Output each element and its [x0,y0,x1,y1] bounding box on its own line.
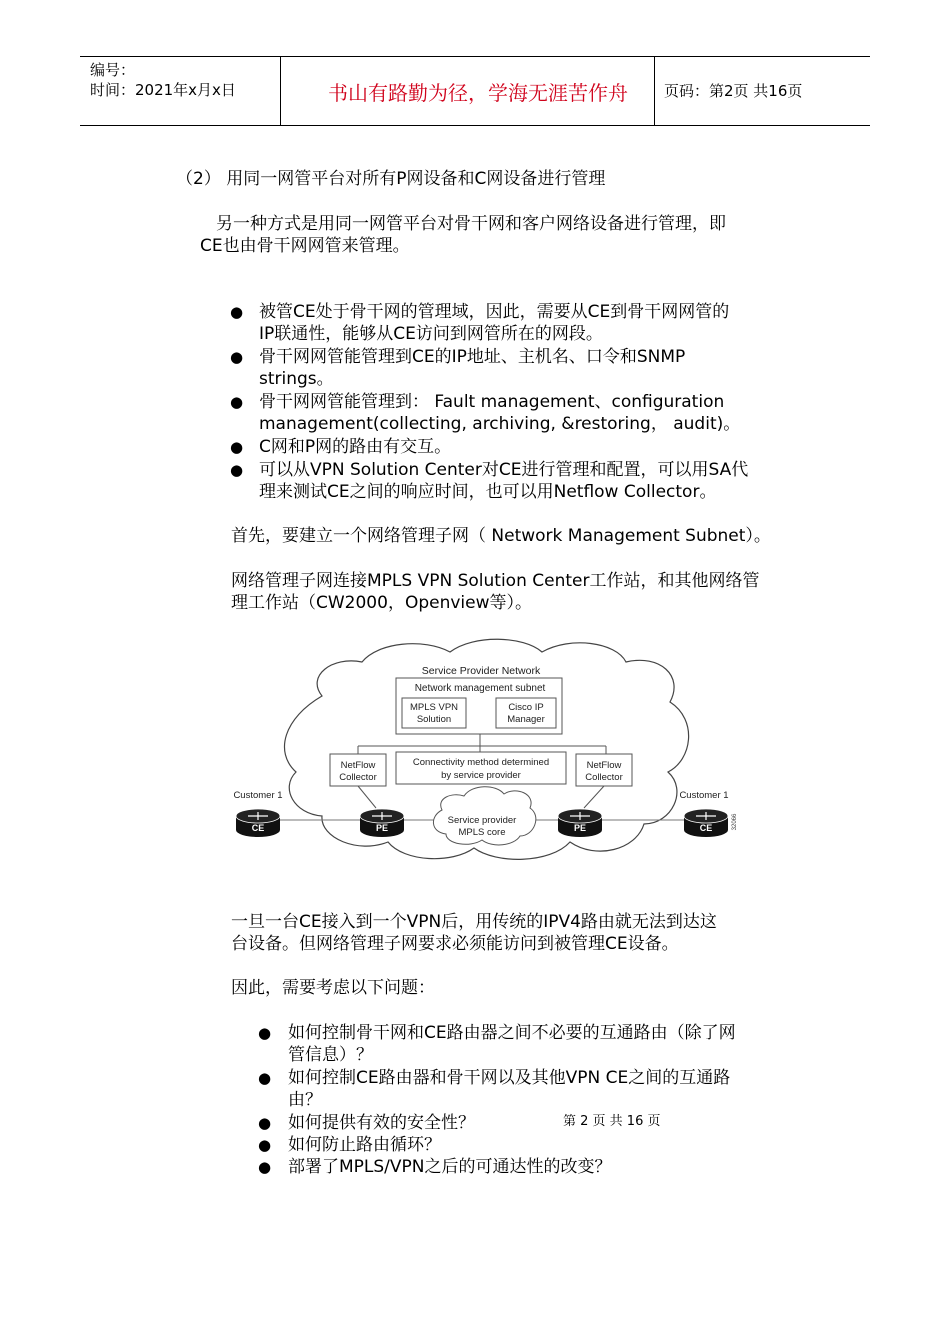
subnet-title: Network management subnet [414,683,546,694]
customer-left-label: Customer 1 [233,790,283,801]
intro-line: 另一种方式是用同一网管平台对骨干网和客户网络设备进行管理，即 [216,214,726,234]
netflow-left-label: NetFlow [340,760,376,771]
list-item [259,391,740,435]
document-number-label: 编号： [90,61,136,79]
list-item-text: 如何控制骨干网和CE路由器之间不必要的互通路由（除了网 [288,1023,736,1043]
list-item [259,436,451,458]
list-item-text: management(collecting, archiving, &restoring， audit)。 [259,414,741,434]
list-item-text: 部署了MPLS/VPN之后的可通达性的改变？ [288,1157,612,1177]
list-item [259,346,685,390]
paragraph-first: 首先，要建立一个网络管理子网（ Network Management Subnet）。 [231,526,771,546]
paragraph-once-line: 一旦一台CE接入到一个VPN后，用传统的IPV4路由就无法到达这 [231,912,717,932]
section-title: （2） 用同一网管平台对所有P网设备和C网设备进行管理 [176,169,606,189]
intro-line: CE也由骨干网网管来管理。 [200,236,410,256]
list-item-text: 管信息）？ [288,1045,373,1065]
cisco-manager-label: Manager [507,714,545,725]
pe-right-label: PE [573,823,587,833]
list-item [259,301,729,345]
footer-page-number: 第 2 页 共 16 页 [563,1114,661,1129]
bullet-dot: ● [258,1136,272,1154]
list-item-text: 如何防止路由循环？ [288,1135,441,1155]
bullet-dot: ● [258,1069,272,1087]
bullet-dot: ● [230,348,244,366]
vpn-solution-label: Solution [416,714,452,725]
core-label: MPLS core [458,827,506,838]
network-diagram [224,632,744,872]
bullet-dot: ● [258,1114,272,1132]
header-motto: 书山有路勤为径，学海无涯苦作舟 [328,81,628,105]
list-item [288,1156,612,1178]
vpn-solution-label: MPLS VPN [409,702,459,713]
list-item-text: 如何提供有效的安全性？ [288,1113,475,1133]
list-item-text: 如何控制CE路由器和骨干网以及其他VPN CE之间的互通路 [288,1068,731,1088]
list-item-text: 骨干网网管能管理到CE的IP地址、主机名、口令和SNMP [259,347,686,367]
header-divider [280,57,281,125]
customer-right-label: Customer 1 [679,790,729,801]
list-item [259,459,748,503]
cloud-title: Service Provider Network [421,665,541,677]
paragraph-therefore: 因此，需要考虑以下问题： [231,978,435,998]
list-item-text: 理来测试CE之间的响应时间，也可以用Netflow Collector。 [259,482,717,502]
connectivity-label: Connectivity method determined [412,757,550,768]
core-label: Service provider [447,815,517,826]
list-item-text: C网和P网的路由有交互。 [259,437,452,457]
list-item-text: IP联通性，能够从CE访问到网管所在的网段。 [259,324,603,344]
bullet-dot: ● [230,393,244,411]
list-item [288,1134,441,1156]
list-item-text: 可以从VPN Solution Center对CE进行管理和配置，可以用SA代 [259,460,749,480]
list-item-text: 由？ [288,1090,322,1110]
bullet-dot: ● [230,461,244,479]
bullet-dot: ● [230,303,244,321]
netflow-right-label: Collector [585,772,623,783]
netflow-left-label: Collector [339,772,377,783]
bullet-dot: ● [258,1158,272,1176]
list-item [288,1067,730,1111]
figure-id: 32066 [732,813,738,831]
paragraph-once-line: 台设备。但网络管理子网要求必须能访问到被管理CE设备。 [231,934,679,954]
list-item-text: 骨干网网管能管理到： Fault management、configuration [259,392,725,412]
document-date-label: 时间：2021年x月x日 [90,81,236,99]
bullet-dot: ● [258,1024,272,1042]
header-page-label: 页码：第2页 共16页 [664,82,803,100]
connectivity-label: by service provider [441,770,521,781]
ce-left-label: CE [251,823,265,833]
pe-left-label: PE [375,823,389,833]
header-divider [654,57,655,125]
list-item [288,1022,736,1066]
ce-right-label: CE [699,823,713,833]
list-item-text: strings。 [259,369,334,389]
header-table [80,56,870,126]
cisco-manager-label: Cisco IP [508,702,544,713]
list-item [288,1112,475,1134]
bullet-dot: ● [230,438,244,456]
paragraph-connect-line: 网络管理子网连接MPLS VPN Solution Center工作站，和其他网络管 [231,571,760,591]
netflow-right-label: NetFlow [586,760,622,771]
paragraph-connect-line: 理工作站（CW2000，Openview等）。 [231,593,532,613]
list-item-text: 被管CE处于骨干网的管理域，因此，需要从CE到骨干网网管的 [259,302,730,322]
